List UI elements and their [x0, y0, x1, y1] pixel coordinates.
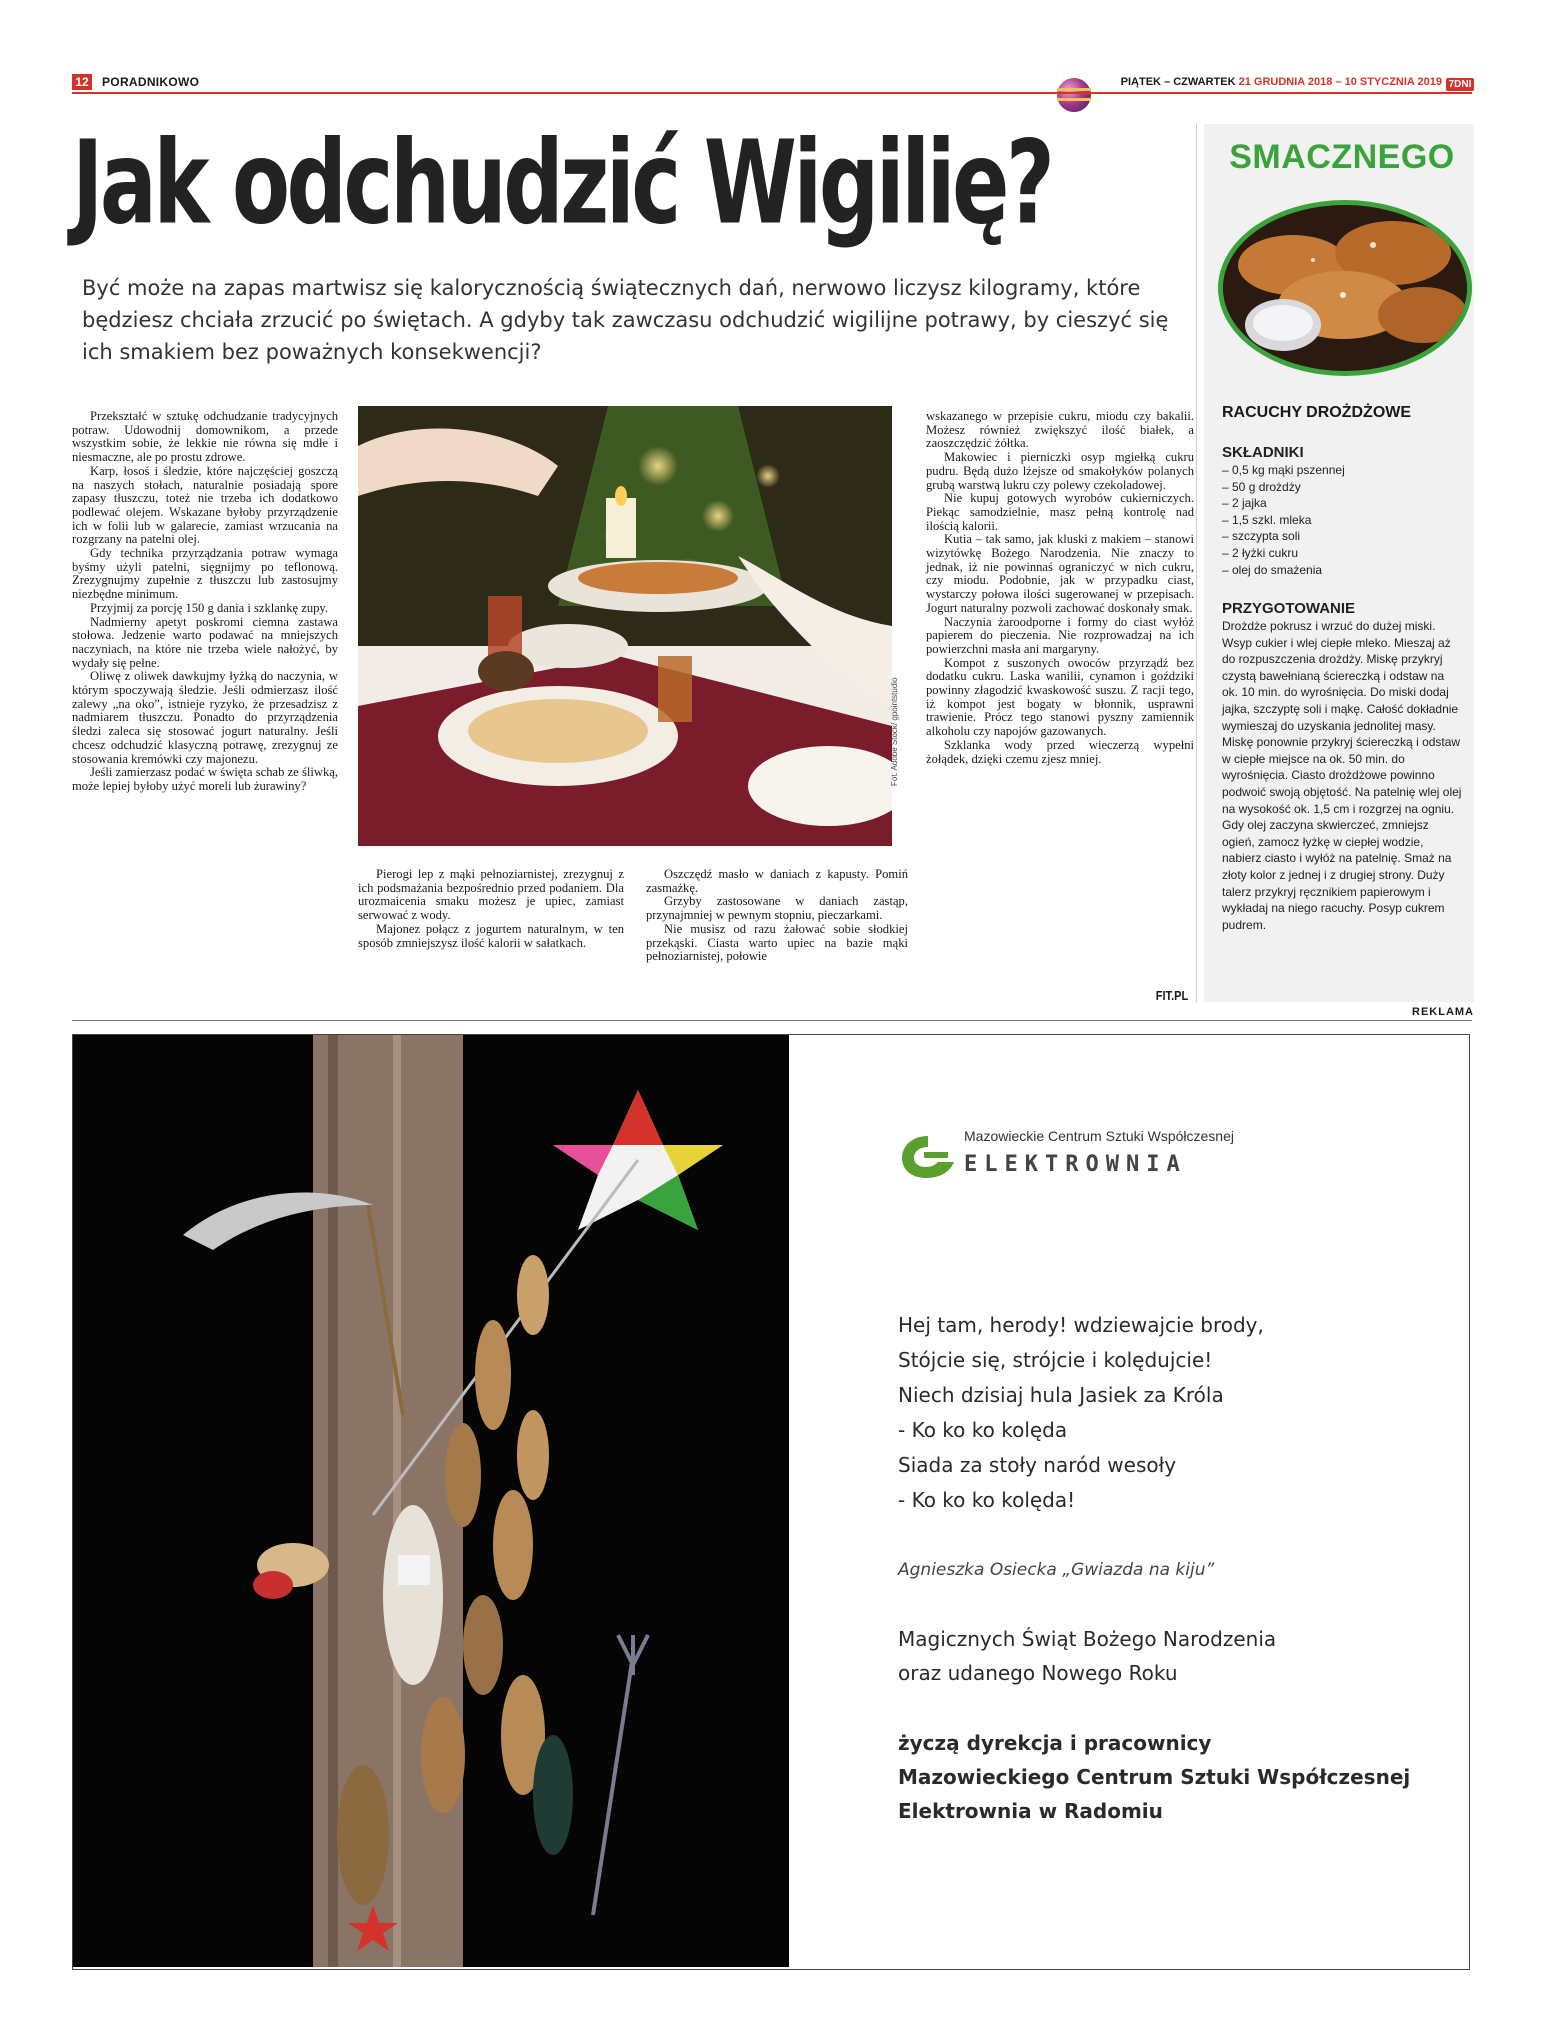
- poem-line: - Ko ko ko kolęda: [898, 1418, 1068, 1442]
- article-column-3: [646, 868, 908, 964]
- poem-line: Niech dzisiaj hula Jasiek za Króla: [898, 1383, 1224, 1407]
- season-wishes: [898, 1622, 1276, 1690]
- paragraph: Nadmierny apetyt poskromi ciemna zastawa stołowa. Jedzenie warto podawać na mniejszych naczyniach, na które nie trzeba wiele nałożyć, by wydały się pełne.: [72, 614, 338, 670]
- headline: Jak odchudzić Wigilię?: [72, 115, 1052, 250]
- poem: [898, 1308, 1264, 1518]
- date-range: 21 GRUDNIA 2018 – 10 STYCZNIA 2019: [1238, 76, 1442, 88]
- signature-line: Mazowieckiego Centrum Sztuki Współczesnej: [898, 1765, 1411, 1789]
- article-photo: [358, 406, 892, 846]
- paragraph: Szklanka wody przed wieczerzą wypełni żołądek, dzięki czemu zjesz mniej.: [926, 737, 1194, 766]
- paragraph: Nie kupuj gotowych wyrobów cukierniczych. Piekąc samodzielnie, masz pełną kontrolę nad ilością kalorii.: [926, 491, 1194, 533]
- folk-sculpture-illustration: [73, 1035, 789, 1967]
- article-source: FIT.PL: [1155, 988, 1189, 1003]
- paragraph: Grzyby zastosowane w daniach zastąp, przynajmniej w pewnym stopniu, pieczarkami.: [646, 894, 908, 923]
- paragraph: Naczynia żaroodporne i formy do ciast wyłóż papierem do pieczenia. Nie rozprowadzaj na ich powierzchni masła ani margaryny.: [926, 614, 1194, 656]
- date-prefix: PIĄTEK – CZWARTEK: [1120, 76, 1239, 88]
- article-column-4: [926, 410, 1194, 766]
- photo-credit: Fot. Adobe Stock/ gpointstudio: [890, 677, 899, 786]
- page-number: 12: [72, 74, 92, 90]
- list-item: – 50 g drożdży: [1222, 479, 1301, 494]
- poem-line: Siada za stoły naród wesoły: [898, 1453, 1177, 1477]
- ad-signature: [898, 1726, 1410, 1828]
- issue-date: [1121, 74, 1474, 91]
- christmas-bauble-icon: [1057, 78, 1091, 112]
- poem-line: Stójcie się, strójcie i kolędujcie!: [898, 1348, 1213, 1372]
- header-rule: [72, 92, 1472, 94]
- section-name: PORADNIKOWO: [102, 75, 200, 89]
- paragraph: Jeśli zamierzasz podać w święta schab ze śliwką, może lepiej byłoby użyć moreli lub żurawiny?: [72, 765, 338, 793]
- paragraph: Gdy technika przyrządzania potraw wymaga byśmy użyli patelni, sięgnijmy po teflonową. Zrezygnujmy zupełnie z tłuszczu lub zastosujmy niezbędne minimum.: [72, 546, 338, 602]
- sidebar-divider: [1196, 124, 1197, 1002]
- preparation-text: Drożdże pokrusz i wrzuć do dużej miski. Wsyp cukier i wlej ciepłe mleko. Mieszaj aż do rozpuszczenia drożdży. Miskę przykryj czystą bawełnianą ściereczką i odstaw na ok. 10 min. do wyrośnięcia. Do miski dodaj jajka, szczyptę soli i mąkę. Całość dokładnie wymieszaj do uzyskania jednolitej masy. Miskę ponownie przykryj ściereczką i odstaw w ciepłe miejsce na ok. 50 min. do wyrośnięcia. Ciasto drożdżowe powinno podwoić swoją objętość. Na patelnię wlej olej na wysokość ok. 1,5 cm i rozgrzej na ogniu. Gdy olej zaczyna skwierczeć, zmniejsz ogień, zamocz łyżkę w ciepłej wodzie, nabierz ciasto i wyłóż na patelnię. Smaż na złoty kolor z jednej i z drugiej strony. Duży talerz przykryj ręcznikiem papierowym i wykładaj na niego racuchy. Posyp cukrem pudrem.: [1222, 619, 1462, 932]
- preparation-heading: PRZYGOTOWANIE: [1222, 600, 1356, 617]
- ad-rule: [72, 1020, 1472, 1021]
- paragraph: Oszczędź masło w daniach z kapusty. Pomiń zasmażkę.: [646, 867, 908, 895]
- list-item: – olej do smażenia: [1222, 562, 1323, 577]
- ad-photo: [73, 1035, 789, 1967]
- sidebar-label: SMACZNEGO: [1229, 138, 1455, 176]
- advertisement-label: REKLAMA: [1412, 1006, 1474, 1018]
- paragraph: Kutia – tak samo, jak kluski z makiem – stanowi wizytówkę Bożego Narodzenia. Nie znaczy to jednak, iż nie powinnaś ograniczyć w nich cukru, czy miodu. Podobnie, jak w przypadku ciast, wystarczy połowa ilości sugerowanej w przepisach. Jogurt naturalny pozwoli zachować doskonały smak.: [926, 532, 1194, 615]
- signature-line: Elektrownia w Radomiu: [898, 1799, 1163, 1823]
- list-item: – 0,5 kg mąki pszennej: [1222, 463, 1345, 477]
- paragraph: Makowiec i pierniczki osyp mgiełką cukru pudru. Będą dużo lżejsze od smakołyków polanych grubą warstwą lukru czy polewy czekoladowej.: [926, 450, 1194, 492]
- list-item: – 1,5 szkl. mleka: [1222, 512, 1312, 527]
- wish-line: oraz udanego Nowego Roku: [898, 1661, 1178, 1685]
- ingredients-heading: SKŁADNIKI: [1222, 444, 1304, 461]
- poem-line: Hej tam, herody! wdziewajcie brody,: [898, 1313, 1264, 1337]
- paragraph: Przyjmij za porcję 150 g dania i szklankę zupy.: [90, 600, 329, 615]
- article-column-2: [358, 868, 624, 950]
- recipe-photo: [1218, 200, 1472, 376]
- paragraph: Kompot z suszonych owoców przyrządź bez dodatku cukru. Laska wanilii, cynamon i goździki powinny złagodzić kwaskowość suszu. Z racji tego, iż kompot jest bogaty w błonnik, usprawni trawienie. Prócz tego stanowi pyszny zamiennik alkoholu czy napojów gazowanych.: [926, 655, 1194, 739]
- ingredients-list: [1222, 462, 1345, 578]
- poem-author: Agnieszka Osiecka „Gwiazda na kiju”: [898, 1560, 1215, 1580]
- paragraph: Przekształć w sztukę odchudzanie tradycyjnych potraw. Udowodnij domownikom, a przede wszystkim sobie, że lekkie nie równa się mdłe i niesmaczne, ale po prostu zdrowe.: [72, 409, 338, 465]
- paragraph: Pierogi lep z mąki pełnoziarnistej, zrezygnuj z ich podsmażania bezpośrednio przed podaniem. Dla urozmaicenia smaku możesz je upiec, zamiast serwować z wody.: [358, 867, 624, 923]
- newspaper-logo: 7DNI: [1446, 78, 1474, 91]
- paragraph: wskazanego w przepisie cukru, miodu czy bakalii. Możesz również zwiększyć ilość białek, a zaoszczędzić żółtka.: [926, 409, 1194, 451]
- recipe-title: RACUCHY DROŻDŻOWE: [1222, 404, 1412, 421]
- organization-brand: ELEKTROWNIA: [964, 1152, 1187, 1177]
- poem-line: - Ko ko ko kolęda!: [898, 1488, 1076, 1512]
- elektrownia-logo-icon: [900, 1132, 956, 1182]
- list-item: – 2 jajka: [1222, 496, 1267, 511]
- signature-line: życzą dyrekcja i pracownicy: [898, 1731, 1212, 1755]
- paragraph: Majonez połącz z jogurtem naturalnym, w ten sposób zmniejszysz ilość kalorii w sałatkach.: [358, 921, 624, 950]
- wish-line: Magicznych Świąt Bożego Narodzenia: [898, 1627, 1277, 1651]
- pancakes-illustration: [1223, 205, 1467, 371]
- holiday-table-illustration: [358, 406, 892, 846]
- paragraph: Oliwę z oliwek dawkujmy łyżką do naczynia, w którym spoczywają śledzie. Jeśli odmierzasz ilość zalewy „na oko”, istnieje ryzyko, że przesadzisz z nadmiarem tłuszczu. Ponadto do przyrządzenia śledzi zaleca się stosować jogurt naturalny. Jeśli chcesz odchudzić klasyczną potrawę, zrezygnuj ze stosowania kremówki czy majonezu.: [72, 669, 338, 766]
- article-column-1: [72, 410, 338, 794]
- paragraph: Karp, łosoś i śledzie, które najczęściej goszczą na naszych stołach, naturalnie posiadają spore zapasy tłuszczu, toteż nie trzeba ich dodatkowo podlewać olejem. Wskazane byłoby przyrządzenie ich w folii lub w galarecie, zamiast wrzucania na rozgrzany na patelni olej.: [72, 463, 338, 547]
- paragraph: Nie musisz od razu żałować sobie słodkiej przekąski. Ciasta warto upiec na bazie mąki pełnoziarnistej, połowie: [646, 921, 908, 964]
- list-item: – szczypta soli: [1222, 529, 1301, 544]
- organization-name: Mazowieckie Centrum Sztuki Współczesnej: [964, 1128, 1234, 1144]
- list-item: – 2 łyżki cukru: [1222, 545, 1299, 560]
- lead-paragraph: Być może na zapas martwisz się kalorycznością świątecznych dań, nerwowo liczysz kilogramy, które będziesz chciała zrzucić po świętach. A gdyby tak zawczasu odchudzić wigilijne potrawy, by cieszyć się ich smakiem bez poważnych konsekwencji?: [82, 276, 1169, 364]
